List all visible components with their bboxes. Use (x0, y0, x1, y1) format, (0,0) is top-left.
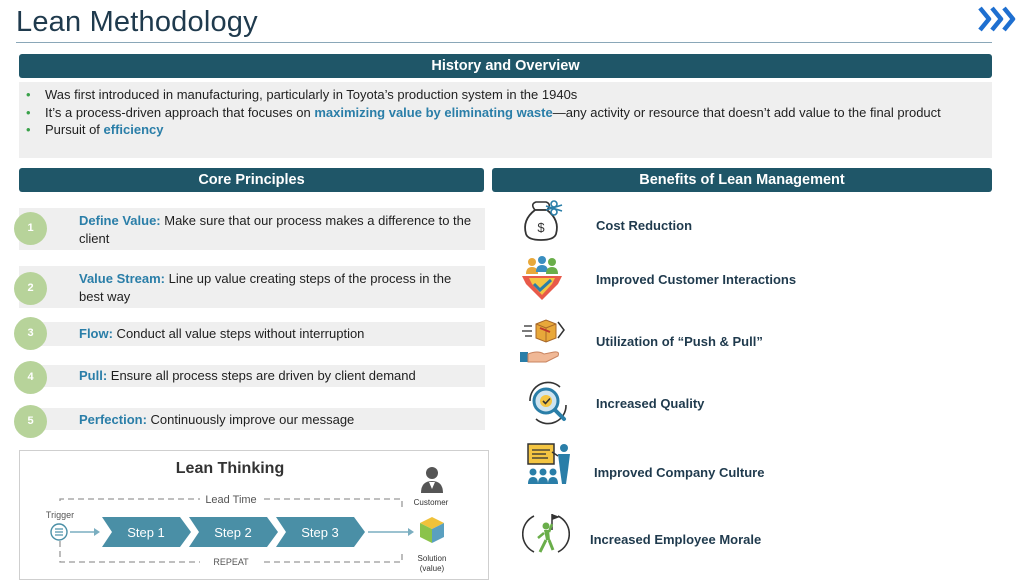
principle-number: 2 (14, 272, 47, 305)
history-overview-panel (19, 82, 992, 158)
benefit-company-culture: Improved Company Culture (594, 465, 765, 480)
step-1-label: Step 1 (127, 525, 165, 540)
benefit-increased-quality: Increased Quality (596, 396, 705, 411)
lead-time-label: Lead Time (205, 494, 257, 506)
lean-thinking-title: Lean Thinking (175, 460, 285, 477)
principle-pull (19, 365, 485, 387)
principle-text: Flow: Conduct all value steps without interruption (79, 326, 365, 341)
solution-sub-label: (value) (419, 564, 445, 573)
overview-bullet: • Pursuit of efficiency (45, 121, 992, 139)
step-3-chevron (276, 517, 365, 547)
principle-number: 1 (14, 212, 47, 245)
quality-magnifier-icon (524, 379, 572, 427)
solution-label: Solution (417, 554, 447, 563)
principle-text: Pull: Ensure all process steps are driven by client demand (79, 368, 416, 383)
presentation-team-icon (524, 440, 572, 488)
principle-number: 5 (14, 405, 47, 438)
principle-text: Define Value: Make sure that our process makes a difference to the client (79, 213, 472, 246)
money-bag-icon (518, 196, 566, 244)
benefit-employee-morale: Increased Employee Morale (590, 532, 762, 547)
benefit-push-pull: Utilization of “Push & Pull” (596, 334, 763, 349)
chevrons-logo-icon (977, 2, 1019, 36)
hand-box-icon (518, 316, 566, 364)
solution-cube-icon (420, 517, 444, 543)
title-divider (16, 42, 992, 43)
trigger-label: Trigger (45, 510, 75, 520)
page-title: Lean Methodology (16, 6, 258, 38)
lead-time-line-right (264, 499, 402, 511)
core-principles-header: Core Principles (19, 168, 484, 192)
step-2-chevron (189, 517, 278, 547)
principle-flow (19, 322, 485, 346)
lean-thinking-diagram (19, 450, 489, 580)
customer-icon (421, 467, 443, 493)
svg-text:$: $ (537, 220, 545, 235)
principle-text: Value Stream: Line up value creating steps of the process in the best way (79, 271, 452, 304)
principle-number: 3 (14, 317, 47, 350)
benefit-customer-interactions: Improved Customer Interactions (596, 272, 797, 287)
lead-time-line (60, 499, 200, 501)
overview-bullet: • It’s a process-driven approach that focuses on maximizing value by eliminating waste—any activity or resource that doesn’t add value to the final product (45, 104, 992, 122)
step-1-chevron (102, 517, 191, 547)
principle-perfection (19, 408, 485, 430)
principle-value-stream (19, 266, 485, 308)
customer-label: Customer (413, 498, 449, 507)
trigger-icon (51, 524, 67, 540)
history-overview-header: History and Overview (19, 54, 992, 78)
repeat-label: REPEAT (213, 557, 249, 567)
benefit-cost-reduction: Cost Reduction (596, 218, 693, 233)
team-shield-icon (518, 254, 566, 302)
climber-flag-icon (522, 510, 570, 558)
principle-text: Perfection: Continuously improve our message (79, 412, 355, 427)
step-2-label: Step 2 (214, 525, 252, 540)
benefits-header: Benefits of Lean Management (492, 168, 992, 192)
step-3-label: Step 3 (301, 525, 339, 540)
overview-bullet: • Was first introduced in manufacturing, particularly in Toyota’s production system in the 1940s (45, 86, 992, 104)
principle-number: 4 (14, 361, 47, 394)
principle-define-value (19, 208, 485, 250)
